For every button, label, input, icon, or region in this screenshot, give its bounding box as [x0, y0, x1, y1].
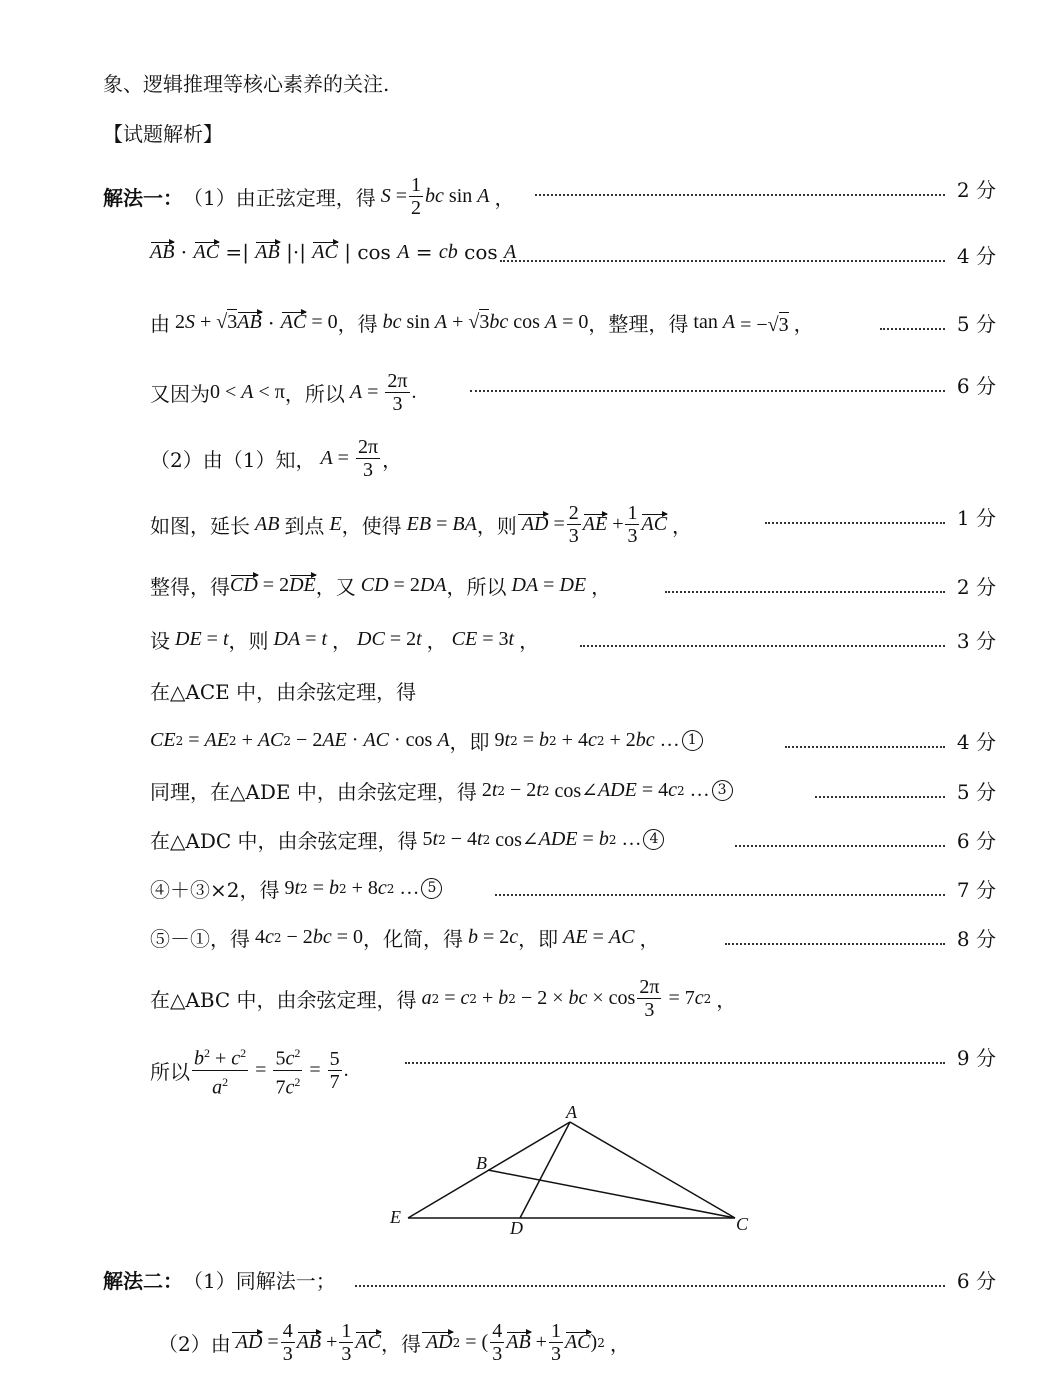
score-label: 4 分 — [956, 244, 996, 268]
circled-number: 5 — [421, 878, 442, 899]
leader-dots — [815, 776, 945, 798]
segment-BC — [488, 1170, 735, 1218]
leader-dots — [495, 874, 945, 896]
leader-dots — [580, 625, 945, 647]
label-B: B — [476, 1153, 487, 1173]
score-label: 6 分 — [956, 829, 996, 853]
score-label: 5 分 — [956, 780, 996, 804]
leader-dots — [405, 1042, 945, 1064]
m1-s3-tidy: ，整理，得 — [588, 312, 689, 336]
leader-dots — [355, 1265, 945, 1287]
m1-line-5: （2）由（1）知， A = $\frac{2\pi}{3}$ ， — [150, 436, 403, 481]
score-label: 6 分 — [956, 374, 996, 398]
method2-label: 解法二： — [103, 1269, 183, 1293]
score-label: 5 分 — [956, 312, 996, 336]
leader-dots — [880, 308, 945, 330]
score-label: 6 分 — [956, 1269, 996, 1293]
score-label: 2 分 — [956, 178, 996, 202]
leader-dots — [765, 502, 945, 524]
m1-s3-get: ，得 — [337, 312, 378, 336]
score-label: 9 分 — [956, 1046, 996, 1070]
m1-line-16: 所以 $\frac{b^2 + c^2}{a^2}$ = $\frac{5c^2}{7c^2}$ = $\frac{5}{7}$ . 9 分 — [0, 1030, 1052, 1084]
m1-line-15: 在△ABC 中，由余弦定理，得 a 2 = c 2 + b 2 − 2 × bc × cos $\frac{2\pi}{3}$ = 7 c 2 ， — [150, 976, 737, 1021]
leader-dots — [665, 571, 945, 593]
m1-line-4: 又因为 0 < A < π ，所以 A = $\frac{2\pi}{3}$ . 6 分 — [150, 370, 996, 415]
circled-number: 3 — [712, 780, 733, 801]
score-label: 3 分 — [956, 629, 996, 653]
intro-text: 象、逻辑推理等核心素养的关注. — [103, 72, 390, 96]
m2-line-2: （2）由 AD = $\frac{4}{3}$ AB + $\frac{1}{3}$ AC ，得 AD 2 = ( $\frac{4}{3}$ AB + $\frac{1}{3}$ AC ) 2 ， — [158, 1320, 630, 1365]
triangle-figure — [380, 1098, 760, 1238]
m1-s4-also: 又因为 — [150, 382, 210, 406]
leader-dots — [725, 923, 945, 945]
m1-s8: 在△ACE 中，由余弦定理，得 — [150, 680, 417, 704]
score-label: 1 分 — [956, 506, 996, 530]
fraction-half: $\frac{1}{2}$ — [411, 174, 422, 219]
score-label: 7 分 — [956, 878, 996, 902]
m1-p2: （2）由（1）知， — [150, 448, 316, 472]
leader-dots — [735, 825, 945, 847]
m1-p1-text: （1）由正弦定理，得 — [183, 186, 376, 210]
m1-s4-so: ，所以 — [284, 382, 345, 406]
m1-s1-formula: S = — [375, 185, 408, 207]
score-label: 8 分 — [956, 927, 996, 951]
m1-line-6: 如图，延长 AB 到点 E ，使得 EB = BA ，则 AD = $\frac{2}{3}$ AE + $\frac{1}{3}$ AC ， 1 分 — [150, 502, 996, 547]
segment-AC — [570, 1122, 735, 1218]
section-heading: 【试题解析】 — [103, 122, 223, 146]
m1-line-1: 解法一： （1）由正弦定理，得 S = $\frac{1}{2}$ bc sin A ， 2 分 — [103, 174, 996, 219]
label-E: E — [390, 1207, 401, 1227]
leader-dots — [470, 370, 945, 392]
label-A: A — [566, 1102, 577, 1122]
leader-dots — [785, 726, 945, 748]
label-D: D — [510, 1218, 523, 1238]
m1-s2-formula: AB · AC =| AB |·| AC | cos A = cb cos A — [150, 240, 517, 264]
leader-dots — [500, 240, 945, 262]
circled-number: 1 — [682, 730, 703, 751]
leader-dots — [535, 174, 945, 196]
m1-s3-by: 由 — [150, 312, 170, 336]
circled-number: 4 — [643, 829, 664, 850]
score-label: 4 分 — [956, 730, 996, 754]
score-label: 2 分 — [956, 575, 996, 599]
label-C: C — [736, 1214, 749, 1234]
method1-label: 解法一： — [103, 186, 183, 210]
